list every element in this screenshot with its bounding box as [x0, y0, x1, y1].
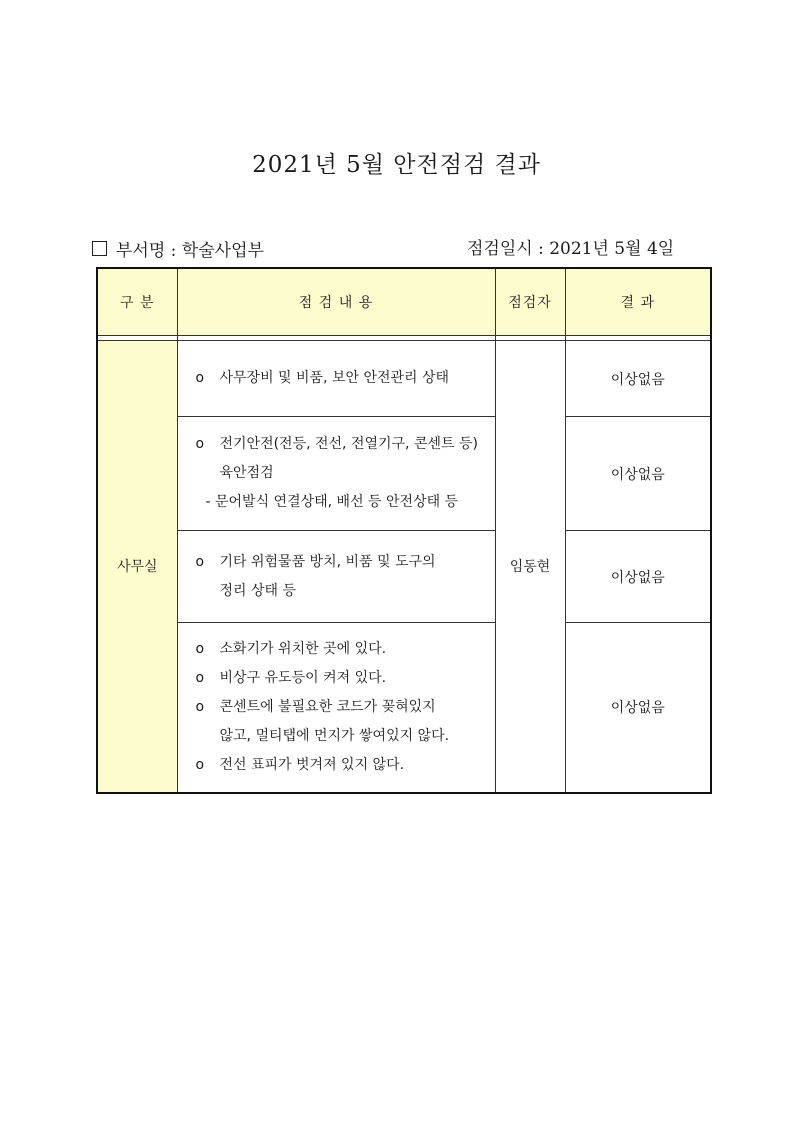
table-row: [97, 531, 711, 623]
department-label: 부서명 : 학술사업부: [116, 241, 264, 261]
bullet: o: [195, 669, 205, 686]
item-text: 콘센트에 불필요한 코드가 꽂혀있지: [219, 698, 436, 715]
list-item: [196, 635, 483, 664]
result-cell: 이상없음: [565, 417, 711, 531]
item-text: 비상구 유도등이 켜져 있다.: [219, 669, 387, 686]
category-cell: 사무실: [97, 341, 177, 793]
header-category: 구 분: [97, 268, 177, 336]
content-cell: [177, 531, 495, 623]
list-item: [196, 751, 483, 780]
bullet: o: [195, 370, 205, 386]
list-item: [196, 488, 483, 517]
result-cell: 이상없음: [565, 623, 711, 793]
content-cell: [177, 417, 495, 531]
item-text: - 문어발식 연결상태, 배선 등 안전상태 등: [205, 494, 459, 510]
checkbox-icon: [92, 241, 107, 256]
item-text: 정리 상태 등: [219, 582, 297, 599]
list-item: [196, 364, 483, 393]
list-item: [196, 722, 483, 751]
inspection-table: [96, 267, 712, 794]
document-title: 2021년 5월 안전점검 결과: [252, 152, 541, 178]
inspection-date: 점검일시 : 2021년 5월 4일: [467, 239, 675, 259]
item-text: 사무장비 및 비품, 보안 안전관리 상태: [219, 370, 450, 386]
result-cell: 이상없음: [565, 341, 711, 417]
table-row: [97, 417, 711, 531]
list-item: [196, 459, 483, 488]
bullet: o: [195, 756, 205, 773]
content-cell: [177, 623, 495, 793]
table-row: [97, 623, 711, 793]
item-text: 전기안전(전등, 전선, 전열기구, 콘센트 등): [219, 436, 478, 452]
bullet: o: [195, 640, 205, 657]
list-item: [196, 693, 483, 722]
item-text: 기타 위험물품 방치, 비품 및 도구의: [219, 553, 436, 570]
list-item: [196, 664, 483, 693]
item-text: 않고, 멀티탭에 먼지가 쌓여있지 않다.: [219, 727, 450, 744]
header-inspector: 점검자: [495, 268, 565, 336]
header-content: 점 검 내 용: [177, 268, 495, 336]
bullet: o: [195, 698, 205, 715]
result-cell: 이상없음: [565, 531, 711, 623]
content-cell: [177, 341, 495, 417]
table-row: [97, 341, 711, 417]
department-line: [92, 236, 264, 261]
item-text: 소화기가 위치한 곳에 있다.: [219, 640, 387, 657]
header-result: 결 과: [565, 268, 711, 336]
table-header-row: [97, 268, 711, 336]
item-text: 육안점검: [219, 465, 274, 481]
item-text: 전선 표피가 벗겨져 있지 않다.: [219, 756, 405, 773]
bullet: o: [195, 553, 205, 570]
bullet: o: [195, 436, 205, 452]
list-item: [196, 577, 483, 606]
list-item: [196, 430, 483, 459]
list-item: [196, 548, 483, 577]
inspector-cell: 임동현: [495, 341, 565, 793]
